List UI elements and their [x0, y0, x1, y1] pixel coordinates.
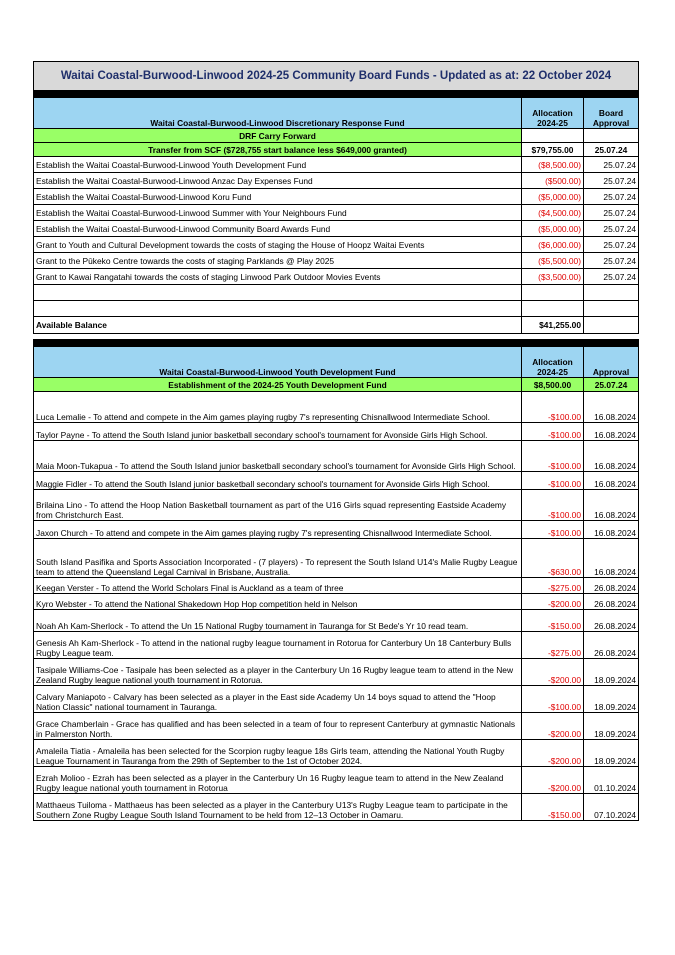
row-amount: ($5,000.00)	[522, 221, 584, 237]
row-amount: -$630.00	[522, 539, 584, 578]
row-amount: -$100.00	[522, 521, 584, 539]
row-date: 25.07.24	[584, 205, 639, 221]
row-amount: -$200.00	[522, 594, 584, 610]
table-row	[34, 269, 639, 285]
establish-row	[34, 378, 639, 392]
row-date: 16.08.2024	[584, 392, 639, 423]
table-row	[34, 539, 639, 578]
establish-amount: $8,500.00	[522, 378, 584, 392]
row-amount: ($3,500.00)	[522, 269, 584, 285]
row-description: Establish the Waitai Coastal-Burwood-Linwood Anzac Day Expenses Fund	[34, 173, 522, 189]
table-row	[34, 173, 639, 189]
row-description: Grant to Youth and Cultural Development towards the costs of staging the House of Hoopz Waitai Events	[34, 237, 522, 253]
transfer-date: 25.07.24	[584, 143, 639, 157]
balance-amount: $41,255.00	[522, 317, 584, 334]
blank-row	[34, 301, 639, 317]
discretionary-fund-table	[33, 61, 639, 334]
row-description: South Island Pasifika and Sports Association Incorporated - (7 players) - To represent the South Island U14's Malie Rugby League team to attend the Queensland Legal Carnival in Brisbane, Australia.	[34, 539, 522, 578]
row-date: 18.09.2024	[584, 740, 639, 767]
table-row	[34, 767, 639, 794]
row-amount: -$100.00	[522, 490, 584, 521]
table-row	[34, 205, 639, 221]
fund1-col-allocation: Allocation 2024-25	[522, 98, 584, 129]
row-date: 01.10.2024	[584, 767, 639, 794]
row-date: 25.07.24	[584, 269, 639, 285]
row-description: Calvary Maniapoto - Calvary has been selected as a player in the East side Academy Un 14 boys squad to attend the "Hoop Nation Classic" national tournament in Tauranga.	[34, 686, 522, 713]
establish-label: Establishment of the 2024-25 Youth Development Fund	[34, 378, 522, 392]
row-description: Ezrah Molioo - Ezrah has been selected as a player in the Canterbury Un 16 Rugby league team to attend in the New Zealand Rugby league national youth tournament in Rotorua	[34, 767, 522, 794]
row-description: Luca Lemalie - To attend and compete in the Aim games playing rugby 7's representing Chisnallwood Intermediate School.	[34, 392, 522, 423]
table-row	[34, 472, 639, 490]
carry-forward-label: DRF Carry Forward	[34, 129, 522, 143]
row-date: 25.07.24	[584, 253, 639, 269]
row-description: Taylor Payne - To attend the South Island junior basketball secondary school's tournament for Avonside Girls High School.	[34, 423, 522, 441]
fund1-header: Waitai Coastal-Burwood-Linwood Discretionary Response Fund	[34, 98, 522, 129]
table-row	[34, 392, 639, 423]
row-amount: ($6,000.00)	[522, 237, 584, 253]
row-description: Grant to the Pūkeko Centre towards the costs of staging Parklands @ Play 2025	[34, 253, 522, 269]
establish-date: 25.07.24	[584, 378, 639, 392]
table-row	[34, 632, 639, 659]
table-row	[34, 189, 639, 205]
transfer-amount: $79,755.00	[522, 143, 584, 157]
row-amount: -$100.00	[522, 441, 584, 472]
row-amount: -$150.00	[522, 794, 584, 821]
title-row	[34, 62, 639, 91]
row-amount: -$200.00	[522, 713, 584, 740]
fund2-col-allocation: Allocation 2024-25	[522, 347, 584, 378]
table-row	[34, 740, 639, 767]
row-description: Brilaina Lino - To attend the Hoop Nation Basketball tournament as part of the U16 Girls squad representing Eastside Academy from Christchurch East.	[34, 490, 522, 521]
row-amount: -$200.00	[522, 767, 584, 794]
row-amount: -$275.00	[522, 632, 584, 659]
table-row	[34, 794, 639, 821]
row-amount: ($500.00)	[522, 173, 584, 189]
fund2-header: Waitai Coastal-Burwood-Linwood Youth Development Fund	[34, 347, 522, 378]
row-description: Keegan Verster - To attend the World Scholars Final is Auckland as a team of three	[34, 578, 522, 594]
table-row	[34, 594, 639, 610]
row-date: 16.08.2024	[584, 490, 639, 521]
row-date: 26.08.2024	[584, 578, 639, 594]
table-row	[34, 610, 639, 632]
row-date: 16.08.2024	[584, 472, 639, 490]
row-amount: -$100.00	[522, 472, 584, 490]
table-row	[34, 521, 639, 539]
row-amount: -$100.00	[522, 392, 584, 423]
fund2-header-row	[34, 347, 639, 378]
row-description: Establish the Waitai Coastal-Burwood-Linwood Youth Development Fund	[34, 157, 522, 173]
row-date: 18.09.2024	[584, 686, 639, 713]
row-amount: -$150.00	[522, 610, 584, 632]
row-description: Grace Chamberlain - Grace has qualified and has been selected in a team of four to represent Canterbury at gymnastic Nationals in Palmerston North.	[34, 713, 522, 740]
row-description: Kyro Webster - To attend the National Shakedown Hop Hop competition held in Nelson	[34, 594, 522, 610]
table-row	[34, 423, 639, 441]
row-date: 25.07.24	[584, 237, 639, 253]
balance-row	[34, 317, 639, 334]
row-date: 16.08.2024	[584, 441, 639, 472]
table-row	[34, 659, 639, 686]
row-amount: -$100.00	[522, 686, 584, 713]
youth-fund-table	[33, 339, 639, 821]
table-row	[34, 686, 639, 713]
carry-forward-row	[34, 129, 639, 143]
row-date: 26.08.2024	[584, 594, 639, 610]
separator-bar	[34, 340, 639, 347]
blank-row	[34, 285, 639, 301]
table-row	[34, 490, 639, 521]
row-description: Tasipale Williams-Coe - Tasipale has been selected as a player in the Canterbury Un 16 Rugby league team to attend in the New Zealand Rugby league national youth tournament in Rotorua.	[34, 659, 522, 686]
row-description: Genesis Ah Kam-Sherlock - To attend in the national rugby league tournament in Rotorua for Canterbury Un 18 Canterbury Bulls Rugby League team.	[34, 632, 522, 659]
row-description: Amaleila Tiatia - Amaleila has been selected for the Scorpion rugby league 18s Girls team, attending the National Youth Rugby League Tournament in Tauranga from the 29th of September to the 1st of October 2024.	[34, 740, 522, 767]
row-description: Matthaeus Tuiloma - Matthaeus has been selected as a player in the Canterbury U13's Rugby League team to participate in the Southern Zone Rugby League South Island Tournament to be held from 12–13 October in Oamaru.	[34, 794, 522, 821]
row-date: 07.10.2024	[584, 794, 639, 821]
fund1-col-approval: Board Approval	[584, 98, 639, 129]
table-row	[34, 713, 639, 740]
row-date: 25.07.24	[584, 189, 639, 205]
row-description: Maggie Fidler - To attend the South Island junior basketball secondary school's tournament for Avonside Girls High School.	[34, 472, 522, 490]
row-amount: -$100.00	[522, 423, 584, 441]
row-description: Grant to Kawai Rangatahi towards the costs of staging Linwood Park Outdoor Movies Events	[34, 269, 522, 285]
table-row	[34, 578, 639, 594]
row-description: Jaxon Church - To attend and compete in the Aim games playing rugby 7's representing Chisnallwood Intermediate School.	[34, 521, 522, 539]
row-date: 16.08.2024	[584, 423, 639, 441]
row-amount: ($4,500.00)	[522, 205, 584, 221]
page-title: Waitai Coastal-Burwood-Linwood 2024-25 Community Board Funds - Updated as at: 22 October 2024	[34, 62, 639, 91]
table-row	[34, 221, 639, 237]
row-description: Establish the Waitai Coastal-Burwood-Linwood Community Board Awards Fund	[34, 221, 522, 237]
fund2-col-approval: Approval	[584, 347, 639, 378]
row-amount: -$200.00	[522, 659, 584, 686]
table-row	[34, 237, 639, 253]
row-date: 16.08.2024	[584, 521, 639, 539]
row-date: 26.08.2024	[584, 632, 639, 659]
table-row	[34, 157, 639, 173]
row-amount: -$275.00	[522, 578, 584, 594]
balance-label: Available Balance	[34, 317, 522, 334]
row-date: 26.08.2024	[584, 610, 639, 632]
row-date: 18.09.2024	[584, 713, 639, 740]
row-description: Establish the Waitai Coastal-Burwood-Linwood Summer with Your Neighbours Fund	[34, 205, 522, 221]
fund1-header-row	[34, 98, 639, 129]
row-description: Maia Moon-Tukapua - To attend the South Island junior basketball secondary school's tournament for Avonside Girls High School.	[34, 441, 522, 472]
row-date: 16.08.2024	[584, 539, 639, 578]
row-date: 25.07.24	[584, 173, 639, 189]
row-amount: ($5,500.00)	[522, 253, 584, 269]
row-description: Establish the Waitai Coastal-Burwood-Linwood Koru Fund	[34, 189, 522, 205]
row-date: 18.09.2024	[584, 659, 639, 686]
row-description: Noah Ah Kam-Sherlock - To attend the Un 15 National Rugby tournament in Tauranga for St Bede's Yr 10 read team.	[34, 610, 522, 632]
table-row	[34, 441, 639, 472]
row-amount: ($8,500.00)	[522, 157, 584, 173]
transfer-label: Transfer from SCF ($728,755 start balance less $649,000 granted)	[34, 143, 522, 157]
transfer-row	[34, 143, 639, 157]
row-amount: -$200.00	[522, 740, 584, 767]
row-date: 25.07.24	[584, 157, 639, 173]
separator-bar	[34, 91, 639, 98]
row-date: 25.07.24	[584, 221, 639, 237]
table-row	[34, 253, 639, 269]
row-amount: ($5,000.00)	[522, 189, 584, 205]
